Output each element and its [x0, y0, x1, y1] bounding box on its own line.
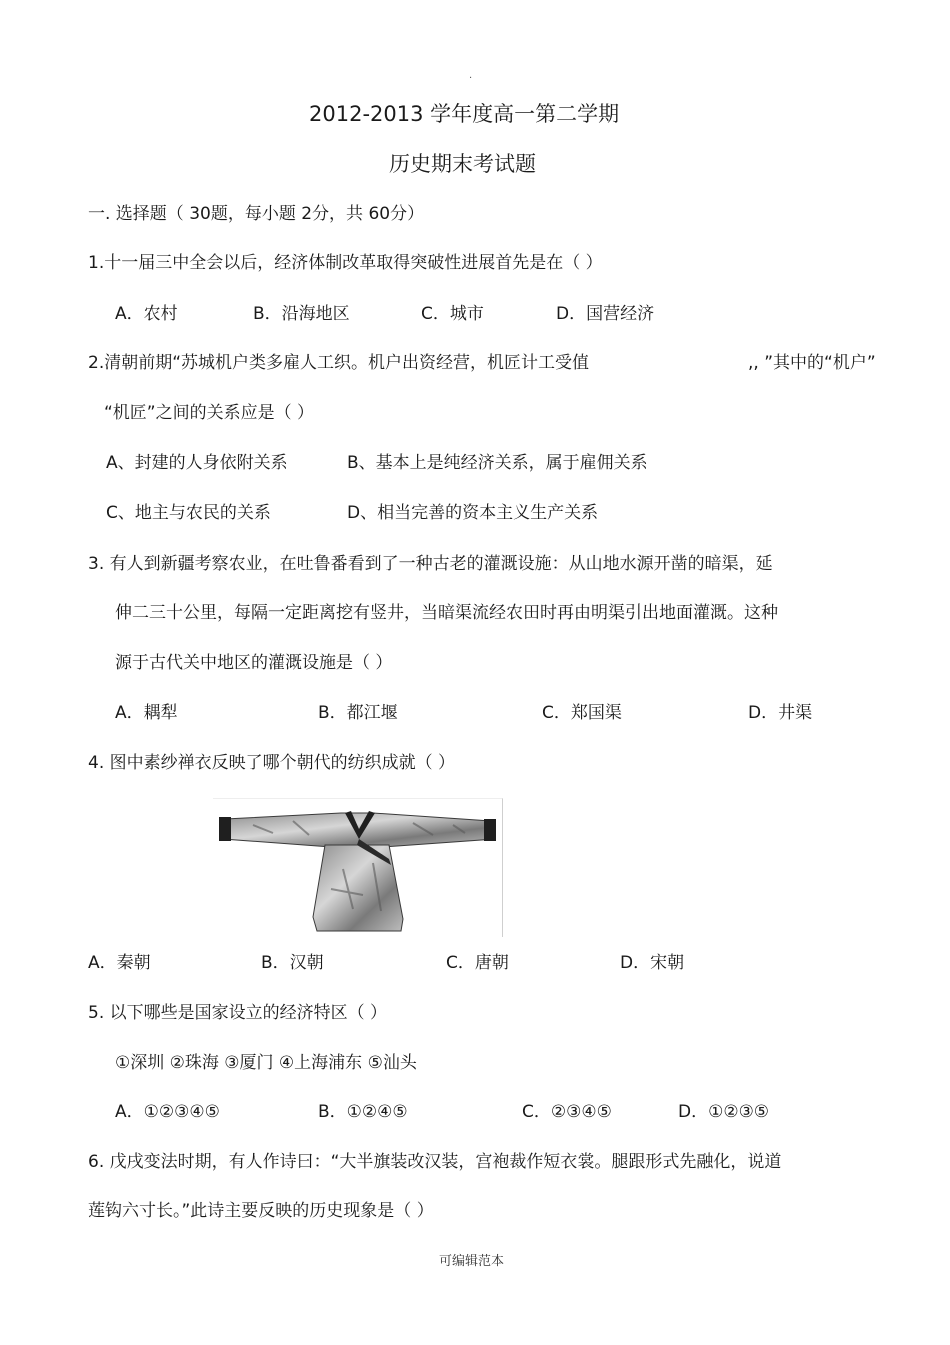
q2-option-d: D、相当完善的资本主义生产关系: [347, 503, 599, 523]
q4-option-a: A．秦朝: [88, 953, 151, 973]
page-footer: 可编辑范本: [439, 1254, 505, 1269]
q1-option-d: D．国营经济: [556, 304, 655, 324]
q1-stem: 1.十一届三中全会以后，经济体制改革取得突破性进展首先是在（ ）: [88, 253, 603, 273]
q5-option-d: D．①②③⑤: [678, 1102, 770, 1122]
q2-option-c: C、地主与农民的关系: [106, 503, 271, 523]
q2-option-a: A、封建的人身依附关系: [106, 453, 288, 473]
q4-option-c: C．唐朝: [446, 953, 509, 973]
q3-option-d: D．井渠: [748, 703, 813, 723]
q2-option-b: B、基本上是纯经济关系，属于雇佣关系: [347, 453, 648, 473]
q4-option-b: B．汉朝: [261, 953, 324, 973]
q6-stem: 6. 戊戌变法时期，有人作诗曰：“大半旗装改汉装，宫袍裁作短衣裳。腿跟形式先融化，说道: [88, 1152, 782, 1172]
q5-option-c: C．②③④⑤: [522, 1102, 612, 1122]
q5-items: ①深圳 ②珠海 ③厦门 ④上海浦东 ⑤汕头: [115, 1053, 417, 1073]
q1-option-c: C．城市: [421, 304, 484, 324]
q5-option-b: B．①②④⑤: [318, 1102, 408, 1122]
q6-stem-line2: 莲钩六寸长。”此诗主要反映的历史现象是（ ）: [88, 1201, 434, 1221]
q3-option-c: C．郑国渠: [542, 703, 622, 723]
q3-stem-line3: 源于古代关中地区的灌溉设施是（ ）: [115, 653, 393, 673]
q4-stem: 4. 图中素纱禅衣反映了哪个朝代的纺织成就（ ）: [88, 753, 456, 773]
page-subtitle: 历史期末考试题: [389, 152, 536, 176]
silk-robe-image: [213, 798, 503, 937]
q3-stem: 3. 有人到新疆考察农业，在吐鲁番看到了一种古老的灌溉设施：从山地水源开凿的暗渠，延: [88, 554, 773, 574]
q1-option-b: B．沿海地区: [253, 304, 350, 324]
section-heading: 一. 选择题（ 30题，每小题 2分，共 60分）: [88, 204, 425, 224]
q3-stem-line2: 伸二三十公里，每隔一定距离挖有竖井，当暗渠流经农田时再由明渠引出地面灌溉。这种: [115, 603, 778, 623]
q3-option-b: B．都江堰: [318, 703, 398, 723]
q2-stem-tail: ,, ”其中的“机户”: [748, 353, 876, 373]
q5-stem: 5. 以下哪些是国家设立的经济特区（ ）: [88, 1003, 388, 1023]
page-title: 2012-2013 学年度高一第二学期: [309, 102, 620, 126]
q1-option-a: A．农村: [115, 304, 178, 324]
header-dot: .: [469, 70, 473, 81]
q2-stem: 2.清朝前期“苏城机户类多雇人工织。机户出资经营，机匠计工受值: [88, 353, 590, 373]
q5-option-a: A．①②③④⑤: [115, 1102, 220, 1122]
q2-stem-line2: “机匠”之间的关系应是（ ）: [104, 403, 315, 423]
q4-option-d: D．宋朝: [620, 953, 685, 973]
q3-option-a: A．耦犁: [115, 703, 178, 723]
silk-robe-illustration: [213, 799, 502, 937]
